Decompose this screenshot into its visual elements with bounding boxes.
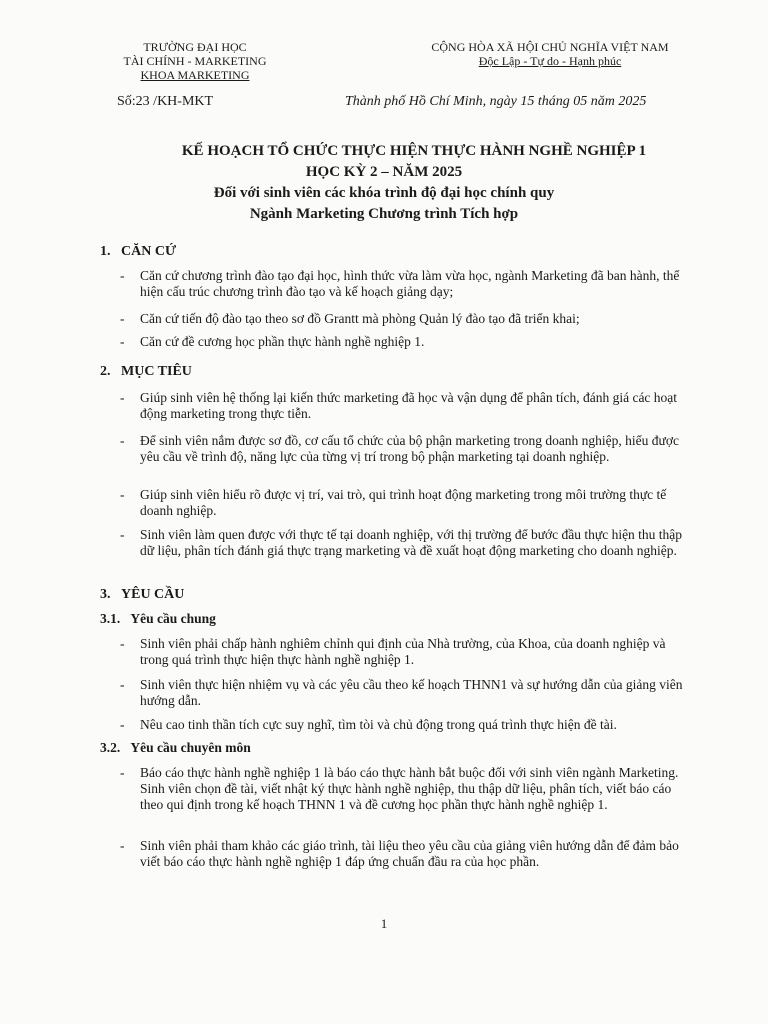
page-number: 1 — [380, 916, 388, 931]
list-item — [120, 487, 692, 519]
section-heading — [100, 244, 176, 260]
national-motto-block — [400, 40, 700, 68]
list-item-text: Báo cáo thực hành nghề nghiệp 1 là báo cáo thực hành bắt buộc đối với sinh viên ngành Marketing. Sinh viên chọn đề tài, viết nhật ký thực hành nghề nghiệp, thu thập dữ liệu, phân tích, viết báo cáo theo qui định trong kế hoạch THNN 1 và đề cương học phần thực hành nghề nghiệp 1. — [140, 765, 679, 813]
section-number: 2. — [100, 364, 111, 379]
subsection-number: 3.1. — [100, 611, 121, 626]
subsection-heading — [100, 611, 216, 627]
list-item — [120, 433, 692, 465]
list-item-text: Sinh viên phải tham khảo các giáo trình, tài liệu theo yêu cầu của giảng viên hướng dẫn để đảm bảo viết báo cáo thực hành nghề nghiệp 1 đáp ứng chuẩn đầu ra của học phần. — [140, 838, 679, 870]
list-item-text: Căn cứ đề cương học phần thực hành nghề nghiệp 1. — [140, 334, 425, 349]
list-item-text: Căn cứ tiến độ đào tạo theo sơ đồ Grantt mà phòng Quản lý đào tạo đã triển khai; — [140, 311, 580, 326]
section-heading — [100, 587, 184, 603]
bullet: - — [120, 334, 125, 349]
motto: Độc Lập - Tự do - Hạnh phúc — [478, 54, 622, 68]
subsection-title: Yêu cầu chuyên môn — [130, 740, 251, 755]
republic-name: CỘNG HÒA XÃ HỘI CHỦ NGHĨA VIỆT NAM — [431, 40, 669, 54]
section-title: YÊU CẦU — [121, 587, 185, 602]
bullet: - — [120, 433, 125, 448]
bullet: - — [120, 268, 125, 283]
document-date: Thành phố Hồ Chí Minh, ngày 15 tháng 05 năm 2025 — [345, 94, 647, 109]
list-item-text: Sinh viên phải chấp hành nghiêm chỉnh qui định của Nhà trường, của Khoa, của doanh nghiệp và trong quá trình thực hiện thực hành nghề nghiệp 1. — [140, 636, 666, 668]
list-item — [120, 838, 692, 870]
university-name-line2: TÀI CHÍNH - MARKETING — [123, 54, 267, 68]
list-item — [120, 717, 692, 733]
section-title: MỤC TIÊU — [121, 364, 192, 379]
bullet: - — [120, 487, 125, 502]
bullet: - — [120, 717, 125, 732]
list-item — [120, 677, 692, 709]
subsection-heading — [100, 740, 251, 756]
main-title: KẾ HOẠCH TỔ CHỨC THỰC HIỆN THỰC HÀNH NGHỀ NGHIỆP 1 — [181, 143, 647, 159]
section-number: 1. — [100, 244, 111, 259]
program-title: Ngành Marketing Chương trình Tích hợp — [249, 206, 519, 222]
section-number: 3. — [100, 587, 111, 602]
list-item-text: Để sinh viên nắm được sơ đồ, cơ cấu tổ chức của bộ phận marketing trong doanh nghiệp, hiểu được yêu cầu về trình độ, năng lực của từng vị trí trong bộ phận marketing tại doanh nghiệp. — [140, 433, 679, 465]
institution-block — [100, 40, 290, 82]
bullet: - — [120, 311, 125, 326]
bullet: - — [120, 677, 125, 692]
list-item-text: Giúp sinh viên hiểu rõ được vị trí, vai trò, qui trình hoạt động marketing trong môi trường thực tế doanh nghiệp. — [140, 487, 667, 519]
list-item — [120, 334, 692, 350]
list-item — [120, 765, 692, 814]
bullet: - — [120, 838, 125, 853]
list-item — [120, 636, 692, 668]
bullet: - — [120, 636, 125, 651]
list-item-text: Nêu cao tinh thần tích cực suy nghĩ, tìm tòi và chủ động trong quá trình thực hiện đề tài. — [140, 717, 617, 732]
subsection-title: Yêu cầu chung — [130, 611, 216, 626]
section-heading — [100, 364, 192, 380]
list-item-text: Giúp sinh viên hệ thống lại kiến thức marketing đã học và vận dụng để phân tích, đánh giá các hoạt động marketing trong thực tiễn. — [140, 390, 678, 422]
list-item — [120, 311, 692, 327]
bullet: - — [120, 390, 125, 405]
subsection-number: 3.2. — [100, 740, 121, 755]
bullet: - — [120, 765, 125, 780]
section-title: CĂN CỨ — [121, 244, 177, 259]
list-item-text: Sinh viên thực hiện nhiệm vụ và các yêu cầu theo kế hoạch THNN1 và sự hướng dẫn của giảng viên hướng dẫn. — [140, 677, 683, 709]
semester-title: HỌC KỲ 2 – NĂM 2025 — [305, 164, 463, 180]
list-item — [120, 390, 692, 422]
document-titles — [0, 141, 768, 225]
document-reference: Số:23 /KH-MKT — [117, 94, 214, 109]
list-item — [120, 268, 692, 300]
list-item-text: Sinh viên làm quen được với thực tế tại doanh nghiệp, với thị trường để bước đầu thực hiện thu thập dữ liệu, phân tích đánh giá thực trạng marketing và đề xuất hoạt động marketing cho doanh nghiệp. — [140, 527, 683, 559]
list-item-text: Căn cứ chương trình đào tạo đại học, hình thức vừa làm vừa học, ngành Marketing đã ban hành, thể hiện cấu trúc chương trình đào tạo và kế hoạch giảng dạy; — [140, 268, 680, 300]
faculty-name: KHOA MARKETING — [140, 68, 250, 82]
list-item — [120, 527, 692, 559]
audience-title: Đối với sinh viên các khóa trình độ đại học chính quy — [213, 185, 555, 201]
bullet: - — [120, 527, 125, 542]
university-name-line1: TRƯỜNG ĐẠI HỌC — [143, 40, 247, 54]
